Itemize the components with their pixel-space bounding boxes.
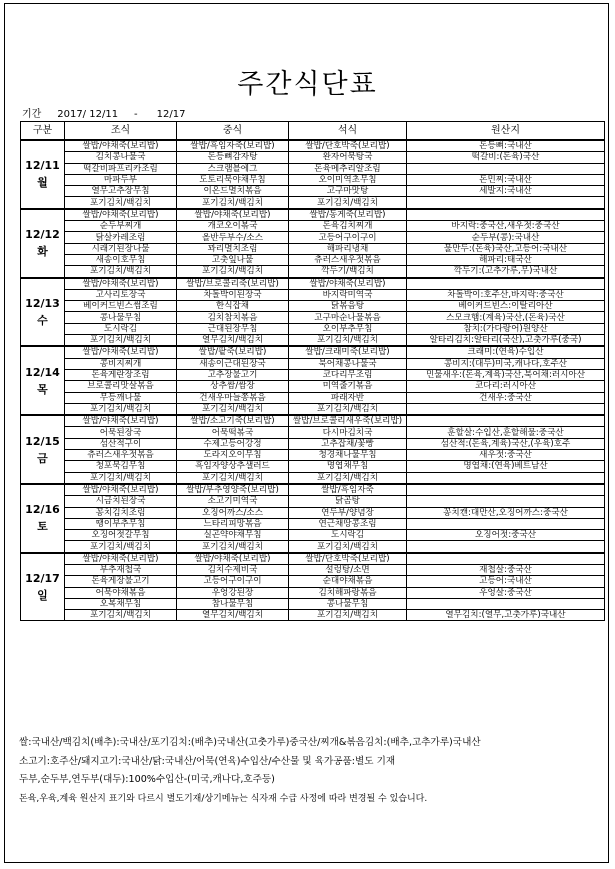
- lunch-cell: 수제고등어강정: [177, 438, 289, 449]
- breakfast-cell: 쌀밥/야채죽(보리밥): [65, 209, 177, 221]
- menu-row: [21, 221, 605, 232]
- day-cell: [21, 553, 65, 621]
- origin-cell: [407, 496, 605, 507]
- origin-cell: 참치:(가다랑어)원양산: [407, 323, 605, 334]
- dinner-cell: 바지락미역국: [289, 289, 407, 300]
- breakfast-cell: 쌀밥/야채죽(보리밥): [65, 415, 177, 427]
- lunch-cell: 우엉강된장: [177, 587, 289, 598]
- period-label: 기간: [22, 109, 42, 120]
- menu-row: [21, 346, 605, 358]
- lunch-cell: 도토리묵야채무침: [177, 174, 289, 185]
- lunch-cell: 포기김치/백김치: [177, 197, 289, 209]
- origin-cell: 세발지:국내산: [407, 186, 605, 197]
- breakfast-cell: 시금치된장국: [65, 496, 177, 507]
- day-cell: [21, 346, 65, 415]
- origin-cell: 훈할살:수입산,훈할해물:중국산: [407, 427, 605, 438]
- lunch-cell: 한식잡채: [177, 301, 289, 312]
- menu-row: [21, 243, 605, 254]
- footer-note: 돈육,우육,계육 원산지 표기와 다르시 별도기재/상기메뉴는 식자재 수급 사정에 따라 변경될 수 있습니다.: [19, 793, 428, 804]
- origin-cell: 코다리:러시아산: [407, 381, 605, 392]
- origin-cell: 우엉살:중국산: [407, 587, 605, 598]
- menu-row: [21, 323, 605, 334]
- origin-cell: 명엽채:(연육)베트남산: [407, 461, 605, 472]
- dinner-cell: 포기김치/백김치: [289, 541, 407, 553]
- dinner-cell: 고추잡채/꽃빵: [289, 438, 407, 449]
- menu-row: [21, 392, 605, 403]
- lunch-cell: 근대된장무침: [177, 323, 289, 334]
- menu-row: [21, 518, 605, 529]
- dinner-cell: 쌀밥/야채죽(보리밥): [289, 278, 407, 290]
- origin-cell: [407, 209, 605, 221]
- origin-cell: 민물새우:(돈육,계육)국산,북어채:러시아산: [407, 369, 605, 380]
- breakfast-cell: 포기김치/백김치: [65, 266, 177, 278]
- breakfast-cell: 포기김치/백김치: [65, 541, 177, 553]
- lunch-cell: 이온드멸치볶음: [177, 186, 289, 197]
- dinner-cell: 고구마맛탕: [289, 186, 407, 197]
- origin-cell: [407, 472, 605, 484]
- origin-cell: 건새우:중국산: [407, 392, 605, 403]
- menu-row: [21, 174, 605, 185]
- dinner-cell: 청경채나물무침: [289, 450, 407, 461]
- lunch-cell: 고추장불고기: [177, 369, 289, 380]
- dinner-cell: 파래자반: [289, 392, 407, 403]
- dinner-cell: 쌀밥/동게죽(보리밥): [289, 209, 407, 221]
- lunch-cell: 참나물무침: [177, 598, 289, 609]
- day-date: 12/13: [25, 296, 60, 310]
- origin-cell: [407, 278, 605, 290]
- lunch-cell: 포기김치/백김치: [177, 403, 289, 415]
- day-date: 12/11: [25, 159, 60, 173]
- lunch-cell: 쌀밥/야채죽(보리밥): [177, 553, 289, 565]
- breakfast-cell: 포기김치/백김치: [65, 335, 177, 347]
- origin-cell: 순두부(콩):국내산: [407, 232, 605, 243]
- breakfast-cell: 쌀밥/야채죽(보리밥): [65, 140, 177, 152]
- breakfast-cell: 새송이호무침: [65, 254, 177, 265]
- lunch-cell: 도라지오이무침: [177, 450, 289, 461]
- dinner-cell: 닭곰탕: [289, 496, 407, 507]
- lunch-cell: 차돌박이된장국: [177, 289, 289, 300]
- breakfast-cell: 어묵된장국: [65, 427, 177, 438]
- breakfast-cell: 마파두부: [65, 174, 177, 185]
- lunch-cell: 돈등뼈감자탕: [177, 152, 289, 163]
- dinner-cell: 콩나물무침: [289, 598, 407, 609]
- dinner-cell: 쌀밥/단호박죽(보리밥): [289, 140, 407, 152]
- day-weekday: 화: [37, 245, 48, 259]
- menu-row: [21, 232, 605, 243]
- dinner-cell: 포기김치/백김치: [289, 610, 407, 621]
- menu-row: [21, 415, 605, 427]
- day-date: 12/12: [25, 228, 60, 242]
- breakfast-cell: 시래기된장나물: [65, 243, 177, 254]
- dinner-cell: 츄러스새우젓볶음: [289, 254, 407, 265]
- dinner-cell: 설렁탕/소면: [289, 564, 407, 575]
- dinner-cell: 깍두기/백김치: [289, 266, 407, 278]
- dinner-cell: 고등어구이구이: [289, 232, 407, 243]
- breakfast-cell: 쌀밥/야채죽(보리밥): [65, 278, 177, 290]
- lunch-cell: 열무김치/백김치: [177, 335, 289, 347]
- menu-body: [21, 140, 605, 621]
- lunch-cell: 포기김치/백김치: [177, 472, 289, 484]
- dinner-cell: 연근채땅콩조림: [289, 518, 407, 529]
- dinner-cell: 완자어묵탕국: [289, 152, 407, 163]
- origin-cell: [407, 598, 605, 609]
- breakfast-cell: 꽁치김치조림: [65, 507, 177, 518]
- breakfast-cell: 포기김치/백김치: [65, 610, 177, 621]
- header-row: [21, 122, 605, 141]
- menu-table: [20, 121, 605, 621]
- day-date: 12/17: [25, 572, 60, 586]
- lunch-cell: 고등어구이구이: [177, 576, 289, 587]
- day-date: 12/15: [25, 434, 60, 448]
- lunch-cell: 건새우마늘쫑볶음: [177, 392, 289, 403]
- lunch-cell: 포기김치/백김치: [177, 541, 289, 553]
- breakfast-cell: 콩나물무침: [65, 312, 177, 323]
- menu-row: [21, 152, 605, 163]
- origin-cell: 스모크햄:(계육)국산,(돈육)국산: [407, 312, 605, 323]
- lunch-cell: 열무김치/백김치: [177, 610, 289, 621]
- menu-row: [21, 507, 605, 518]
- lunch-cell: 쌀밥/팥죽(보리밥): [177, 346, 289, 358]
- dinner-cell: 쌀밥/브로콜리새우죽(보리밥): [289, 415, 407, 427]
- breakfast-cell: 떡갈비파프리카조림: [65, 163, 177, 174]
- menu-row: [21, 472, 605, 484]
- breakfast-cell: 오복채무침: [65, 598, 177, 609]
- footer-note: 소고기:호주산/돼지고기:국내산/닭:국내산/어묵(연육)수입산/수산물 및 육가공품:별도 기재: [19, 755, 396, 767]
- dinner-cell: 포기김치/백김치: [289, 335, 407, 347]
- dinner-cell: 오이부추무침: [289, 323, 407, 334]
- breakfast-cell: 포기김치/백김치: [65, 197, 177, 209]
- menu-row: [21, 301, 605, 312]
- menu-row: [21, 438, 605, 449]
- dinner-cell: 순대야채볶음: [289, 576, 407, 587]
- origin-cell: 해파리:태국산: [407, 254, 605, 265]
- dinner-cell: 고구마순나물볶음: [289, 312, 407, 323]
- breakfast-cell: 포기김치/백김치: [65, 403, 177, 415]
- day-weekday: 월: [37, 176, 48, 190]
- day-cell: [21, 278, 65, 347]
- origin-cell: 콩비지:(대두)미국,캐나다,호주산: [407, 358, 605, 369]
- dinner-cell: 미역줄기볶음: [289, 381, 407, 392]
- breakfast-cell: 돈육게장불고기: [65, 576, 177, 587]
- breakfast-cell: 돈육게란장조림: [65, 369, 177, 380]
- period-line: [22, 105, 185, 120]
- origin-cell: 깍두기:(고추가루,무)국내산: [407, 266, 605, 278]
- breakfast-cell: 브로콜리맛살볶음: [65, 381, 177, 392]
- origin-cell: [407, 415, 605, 427]
- lunch-cell: 쌀밥/소고기죽(보리밥): [177, 415, 289, 427]
- header-origin: 원산지: [407, 122, 605, 141]
- lunch-cell: 어묵떡볶국: [177, 427, 289, 438]
- lunch-cell: 고춧잎나물: [177, 254, 289, 265]
- lunch-cell: 김치참치볶음: [177, 312, 289, 323]
- dinner-cell: 명엽채무침: [289, 461, 407, 472]
- origin-cell: [407, 163, 605, 174]
- lunch-cell: 올반두부수/소스: [177, 232, 289, 243]
- menu-row: [21, 598, 605, 609]
- breakfast-cell: 청포묵김무침: [65, 461, 177, 472]
- dinner-cell: 쌀밥/단호박죽(보리밥): [289, 553, 407, 565]
- day-date: 12/14: [25, 365, 60, 379]
- menu-row: [21, 163, 605, 174]
- breakfast-cell: 어묵야채볶음: [65, 587, 177, 598]
- dinner-cell: 도시락김: [289, 530, 407, 541]
- menu-row: [21, 312, 605, 323]
- breakfast-cell: 김치콩나물국: [65, 152, 177, 163]
- breakfast-cell: 포기김치/백김치: [65, 472, 177, 484]
- menu-row: [21, 209, 605, 221]
- origin-cell: [407, 541, 605, 553]
- origin-cell: 물만두:(돈육)국산,고등어:국내산: [407, 243, 605, 254]
- origin-cell: [407, 197, 605, 209]
- breakfast-cell: 츄러스새우젓볶음: [65, 450, 177, 461]
- menu-row: [21, 335, 605, 347]
- day-weekday: 목: [37, 382, 48, 396]
- breakfast-cell: 닭살카레조림: [65, 232, 177, 243]
- period-start: 2017/ 12/11: [57, 109, 119, 120]
- header-division: 구분: [21, 122, 65, 141]
- lunch-cell: 쌀밥/부추영양죽(보리밥): [177, 484, 289, 496]
- lunch-cell: 실곤약야채무침: [177, 530, 289, 541]
- dinner-cell: 돈육김치찌개: [289, 221, 407, 232]
- lunch-cell: 스크램블에그: [177, 163, 289, 174]
- menu-row: [21, 254, 605, 265]
- dinner-cell: 오이미역초무침: [289, 174, 407, 185]
- lunch-cell: 꽈리멸치조림: [177, 243, 289, 254]
- menu-row: [21, 369, 605, 380]
- breakfast-cell: 고사리토장국: [65, 289, 177, 300]
- day-date: 12/16: [25, 503, 60, 517]
- dinner-cell: 포기김치/백김치: [289, 403, 407, 415]
- breakfast-cell: 부추재첩국: [65, 564, 177, 575]
- day-cell: [21, 484, 65, 553]
- menu-row: [21, 266, 605, 278]
- origin-cell: 떡갈비:(돈육)국산: [407, 152, 605, 163]
- dinner-cell: 해파리냉채: [289, 243, 407, 254]
- breakfast-cell: 땡이부추무침: [65, 518, 177, 529]
- day-weekday: 일: [37, 589, 48, 603]
- menu-row: [21, 541, 605, 553]
- dinner-cell: 쌀밥/크래미죽(보리밥): [289, 346, 407, 358]
- lunch-cell: 김치수제비국: [177, 564, 289, 575]
- origin-cell: 새우젓:중국산: [407, 450, 605, 461]
- lunch-cell: 오징어까스/소스: [177, 507, 289, 518]
- menu-row: [21, 553, 605, 565]
- menu-row: [21, 576, 605, 587]
- lunch-cell: 소고기미역국: [177, 496, 289, 507]
- menu-row: [21, 450, 605, 461]
- lunch-cell: 쌀밥/흑임자죽(보리밥): [177, 140, 289, 152]
- dinner-cell: 연두부/양념장: [289, 507, 407, 518]
- period-dash: -: [133, 109, 138, 120]
- menu-row: [21, 289, 605, 300]
- origin-cell: 알타리김치:알타리(국산),고춧가루(중국): [407, 335, 605, 347]
- origin-cell: 꽁치캔:대만산,오징어까스:중국산: [407, 507, 605, 518]
- dinner-cell: 김치해파랑볶음: [289, 587, 407, 598]
- lunch-cell: 쌀밥/브로콜리죽(보리밥): [177, 278, 289, 290]
- dinner-cell: 다시마김치국: [289, 427, 407, 438]
- lunch-cell: 쌀밥/야채죽(보리밥): [177, 209, 289, 221]
- lunch-cell: 포기김치/백김치: [177, 266, 289, 278]
- header-lunch: 중식: [177, 122, 289, 141]
- origin-cell: 돈등뼈:국내산: [407, 140, 605, 152]
- menu-row: [21, 610, 605, 621]
- menu-row: [21, 496, 605, 507]
- menu-row: [21, 186, 605, 197]
- day-weekday: 토: [37, 520, 48, 534]
- origin-cell: 크래미:(연육)수입산: [407, 346, 605, 358]
- breakfast-cell: 쌀밥/야채죽(보리밥): [65, 484, 177, 496]
- period-end: 12/17: [156, 109, 186, 120]
- menu-row: [21, 484, 605, 496]
- origin-cell: [407, 484, 605, 496]
- lunch-cell: 흑임자양상추샐러드: [177, 461, 289, 472]
- dinner-cell: 포기김치/백김치: [289, 472, 407, 484]
- lunch-cell: 느타리피망볶음: [177, 518, 289, 529]
- breakfast-cell: 베이커드빈스썸조림: [65, 301, 177, 312]
- origin-cell: [407, 518, 605, 529]
- origin-cell: [407, 403, 605, 415]
- menu-row: [21, 564, 605, 575]
- breakfast-cell: 도시락김: [65, 323, 177, 334]
- menu-row: [21, 530, 605, 541]
- menu-row: [21, 140, 605, 152]
- dinner-cell: 돈육메추리알조림: [289, 163, 407, 174]
- day-weekday: 수: [37, 313, 48, 327]
- lunch-cell: 개코오이볶국: [177, 221, 289, 232]
- origin-cell: 돈민찌:국내산: [407, 174, 605, 185]
- menu-row: [21, 427, 605, 438]
- menu-row: [21, 587, 605, 598]
- day-cell: [21, 140, 65, 209]
- day-cell: [21, 209, 65, 278]
- lunch-cell: 새송이근대된장국: [177, 358, 289, 369]
- footer-notes: [19, 734, 604, 808]
- day-weekday: 금: [37, 451, 48, 465]
- menu-row: [21, 278, 605, 290]
- origin-cell: 고등어:국내산: [407, 576, 605, 587]
- menu-row: [21, 461, 605, 472]
- menu-row: [21, 197, 605, 209]
- dinner-cell: 코다리무조림: [289, 369, 407, 380]
- menu-row: [21, 381, 605, 392]
- origin-cell: 바지락:중국산,새우젓:중국산: [407, 221, 605, 232]
- breakfast-cell: 섬산적구이: [65, 438, 177, 449]
- menu-row: [21, 358, 605, 369]
- dinner-cell: 쌀밥/흑임자죽: [289, 484, 407, 496]
- origin-cell: 재첩살:중국산: [407, 564, 605, 575]
- breakfast-cell: 콩비지찌개: [65, 358, 177, 369]
- breakfast-cell: 열무고추장무침: [65, 186, 177, 197]
- origin-cell: 오징어젓:중국산: [407, 530, 605, 541]
- header-breakfast: 조식: [65, 122, 177, 141]
- dinner-cell: 닭볶음탕: [289, 301, 407, 312]
- footer-note: 두부,순두부,연두부(대두):100%수입산-(미국,캐나다,호주등): [19, 774, 275, 785]
- lunch-cell: 상추쌈/쌈장: [177, 381, 289, 392]
- page-title: 주간식단표: [237, 69, 378, 100]
- breakfast-cell: 무등깨나물: [65, 392, 177, 403]
- breakfast-cell: 쌀밥/야채죽(보리밥): [65, 553, 177, 565]
- breakfast-cell: 오징어젓갈무침: [65, 530, 177, 541]
- header-dinner: 석식: [289, 122, 407, 141]
- breakfast-cell: 쌀밥/야채죽(보리밥): [65, 346, 177, 358]
- origin-cell: [407, 553, 605, 565]
- origin-cell: 베이커드빈스:이탈리아산: [407, 301, 605, 312]
- dinner-cell: 포기김치/백김치: [289, 197, 407, 209]
- menu-row: [21, 403, 605, 415]
- dinner-cell: 북어채콩나물국: [289, 358, 407, 369]
- origin-cell: 열무김치:(열무,고춧가루)국내산: [407, 610, 605, 621]
- footer-note: 쌀:국내산/백김치(배추):국내산/포기김치:(배추)국내산(고춧가루)중국산/찌개&볶음김치:(배추,고추가루)국내산: [19, 737, 481, 748]
- origin-cell: 섬산적:(돈육,계육)국산,(우육)호주: [407, 438, 605, 449]
- day-cell: [21, 415, 65, 484]
- breakfast-cell: 순두부찌개: [65, 221, 177, 232]
- origin-cell: 차돌박이:호주산,바지락:중국산: [407, 289, 605, 300]
